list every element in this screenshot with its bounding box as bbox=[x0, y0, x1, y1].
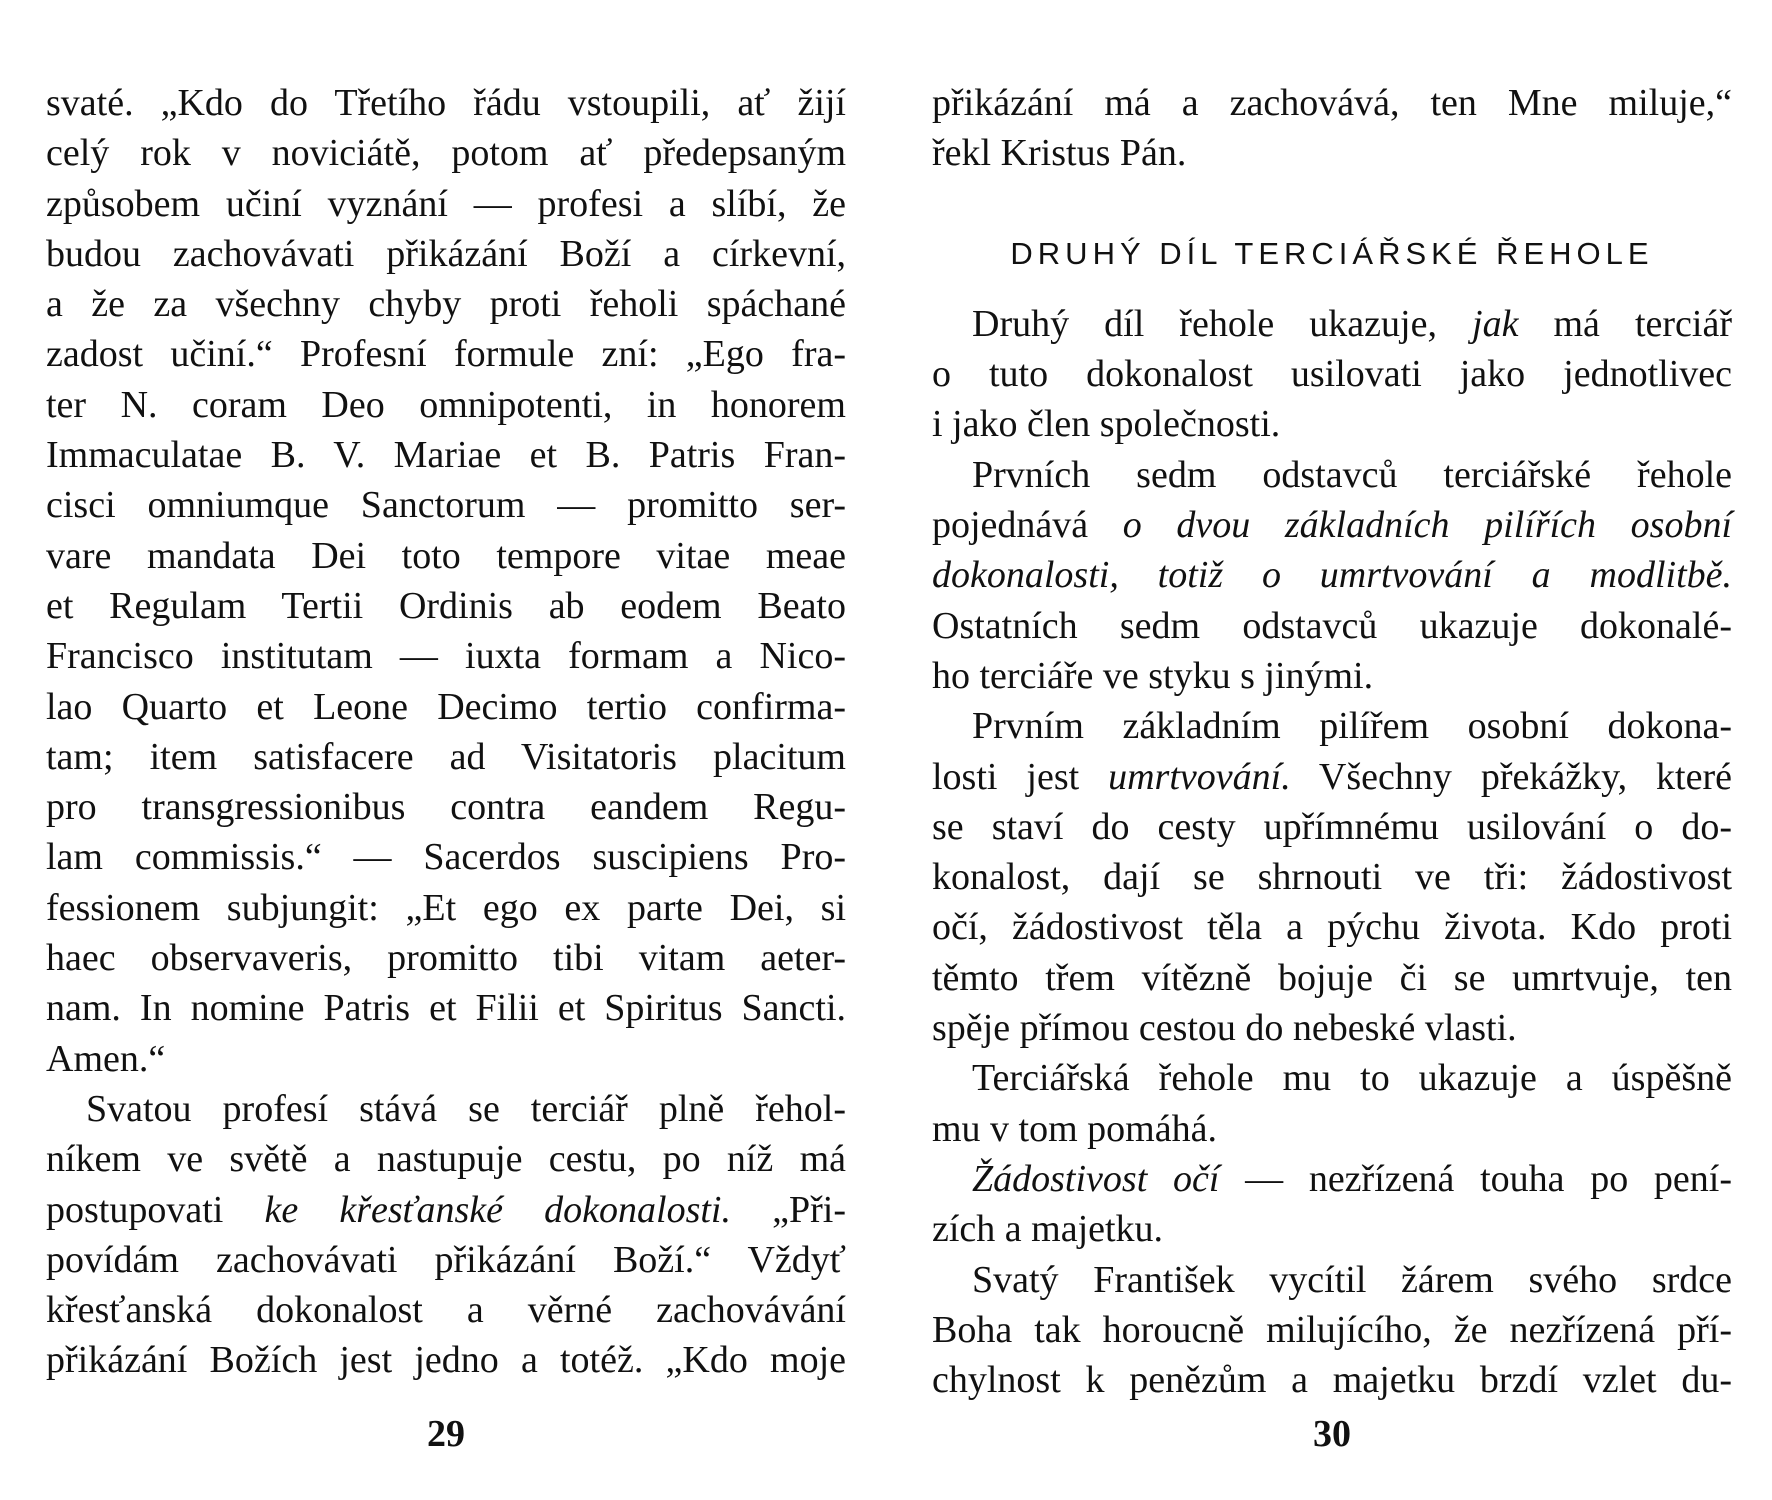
text-line: svaté. „Kdo do Třetího řádu vstoupili, ať žijí bbox=[46, 82, 846, 124]
text-line: vare mandata Dei toto tempore vitae meae bbox=[46, 534, 846, 577]
italic-run: o dvou základních pilířích osobní bbox=[1122, 504, 1733, 547]
page-number: 29 bbox=[427, 1413, 465, 1455]
text-line: ter N. coram Deo omnipotenti, in honorem bbox=[46, 383, 846, 426]
right-paragraph-6 bbox=[932, 1255, 1732, 1406]
text-line: Prvním základním pilířem osobní dokona- bbox=[972, 705, 1732, 748]
text-line: mu v tom pomáhá. bbox=[932, 1107, 1217, 1150]
italic-run: jak bbox=[1472, 302, 1519, 345]
text-line bbox=[932, 500, 1732, 550]
text-line: cisci omniumque Sanctorum — promitto ser- bbox=[46, 484, 846, 527]
text-line: chylnost k penězům a majetku brzdí vzlet du- bbox=[932, 1359, 1732, 1402]
text-line: celý rok v noviciátě, potom ať předepsaným bbox=[46, 132, 846, 175]
text-line: povídám zachovávati přikázání Boží.“ Vždyť bbox=[46, 1238, 846, 1281]
text-run: postupovati bbox=[46, 1188, 265, 1231]
italic-run: umrtvování. bbox=[1108, 755, 1291, 798]
text-line: lam commissis.“ — Sacerdos suscipiens Pro- bbox=[46, 836, 846, 879]
text-run: má terciář bbox=[1518, 302, 1732, 345]
right-paragraph-1 bbox=[932, 299, 1732, 450]
text-line: Boha tak horoucně milujícího, že nezřízená pří- bbox=[932, 1308, 1732, 1351]
text-line: tam; item satisfacere ad Visitatoris placitum bbox=[46, 735, 846, 778]
text-run: Všechny překážky, které bbox=[1290, 755, 1732, 798]
text-line: níkem ve světě a nastupuje cestu, po níž má bbox=[46, 1138, 846, 1181]
right-paragraph-5 bbox=[932, 1154, 1732, 1255]
text-line: očí, žádostivost těla a pýchu života. Kdo proti bbox=[932, 906, 1732, 949]
text-line: Svatý František vycítil žárem svého srdce bbox=[972, 1258, 1732, 1301]
right-paragraph-2 bbox=[932, 450, 1732, 701]
italic-run: dokonalosti, totiž o umrtvování a modlitbě. bbox=[932, 554, 1732, 597]
text-line: Prvních sedm odstavců terciářské řehole bbox=[972, 453, 1732, 496]
right-intro bbox=[932, 78, 1732, 179]
text-line: Svatou profesí stává se terciář plně řehol- bbox=[86, 1087, 846, 1130]
text-line: řekl Kristus Pán. bbox=[932, 132, 1187, 175]
right-paragraph-4 bbox=[932, 1053, 1732, 1154]
text-line bbox=[932, 299, 1732, 349]
text-line: nam. In nomine Patris et Filii et Spiritus Sancti. bbox=[46, 987, 846, 1030]
text-line: spěje přímou cestou do nebeské vlasti. bbox=[932, 1007, 1517, 1050]
text-line bbox=[932, 550, 1732, 600]
text-line: et Regulam Tertii Ordinis ab eodem Beato bbox=[46, 584, 846, 627]
text-line: Terciářská řehole mu to ukazuje a úspěšně bbox=[972, 1057, 1732, 1100]
right-page bbox=[932, 78, 1732, 1405]
text-line bbox=[932, 1154, 1732, 1204]
right-paragraph-3 bbox=[932, 701, 1732, 1053]
text-run: losti jest bbox=[932, 755, 1109, 798]
text-run: pojednává bbox=[932, 504, 1123, 547]
text-line: fessionem subjungit: „Et ego ex parte Dei, si bbox=[46, 886, 846, 929]
text-line: křesťanská dokonalost a věrné zachovávání bbox=[46, 1289, 846, 1332]
text-line: haec observaveris, promitto tibi vitam aeter- bbox=[46, 937, 846, 980]
text-line: Amen.“ bbox=[46, 1037, 166, 1080]
text-line: budou zachovávati přikázání Boží a církevní, bbox=[46, 232, 846, 275]
text-line: pro transgressionibus contra eandem Regu- bbox=[46, 786, 846, 829]
text-run: — nezřízená touha po pení- bbox=[1219, 1157, 1732, 1200]
left-page bbox=[46, 78, 846, 1386]
italic-run: Žádostivost očí bbox=[972, 1157, 1220, 1200]
left-paragraph-1 bbox=[46, 78, 846, 1084]
text-line: způsobem učiní vyznání — profesi a slíbí, že bbox=[46, 182, 846, 225]
text-run: „Při- bbox=[731, 1188, 847, 1231]
text-line: konalost, dají se shrnouti ve tři: žádostivost bbox=[932, 856, 1732, 899]
text-line: zadost učiní.“ Profesní formule zní: „Ego fra- bbox=[46, 333, 846, 376]
text-line: těmto třem vítězně bojuje či se umrtvuje, ten bbox=[932, 956, 1732, 999]
text-line: zích a majetku. bbox=[932, 1208, 1164, 1251]
text-line: ho terciáře ve styku s jinými. bbox=[932, 654, 1374, 697]
text-line: Immaculatae B. V. Mariae et B. Patris Fran- bbox=[46, 434, 846, 477]
text-line bbox=[46, 1185, 846, 1235]
text-line: přikázání má a zachovává, ten Mne miluje,“ bbox=[932, 82, 1732, 124]
italic-run: ke křesťanské dokonalosti. bbox=[264, 1188, 731, 1231]
text-line: Ostatních sedm odstavců ukazuje dokonalé- bbox=[932, 604, 1732, 647]
text-line: i jako člen společnosti. bbox=[932, 403, 1281, 446]
text-line: přikázání Božích jest jedno a totéž. „Kdo moje bbox=[46, 1339, 846, 1382]
left-paragraph-2 bbox=[46, 1084, 846, 1386]
page-number: 30 bbox=[1313, 1413, 1351, 1455]
text-line: se staví do cesty upřímnému usilování o do- bbox=[932, 805, 1732, 848]
text-line: a že za všechny chyby proti řeholi spáchané bbox=[46, 283, 846, 326]
section-heading: DRUHÝ DÍL TERCIÁŘSKÉ ŘEHOLE bbox=[1010, 235, 1654, 271]
text-line: o tuto dokonalost usilovati jako jednotlivec bbox=[932, 353, 1732, 396]
text-line bbox=[932, 752, 1732, 802]
text-line: lao Quarto et Leone Decimo tertio confirma- bbox=[46, 685, 846, 728]
text-line: Francisco institutam — iuxta formam a Nico- bbox=[46, 635, 846, 678]
text-run: Druhý díl řehole ukazuje, bbox=[972, 302, 1473, 345]
